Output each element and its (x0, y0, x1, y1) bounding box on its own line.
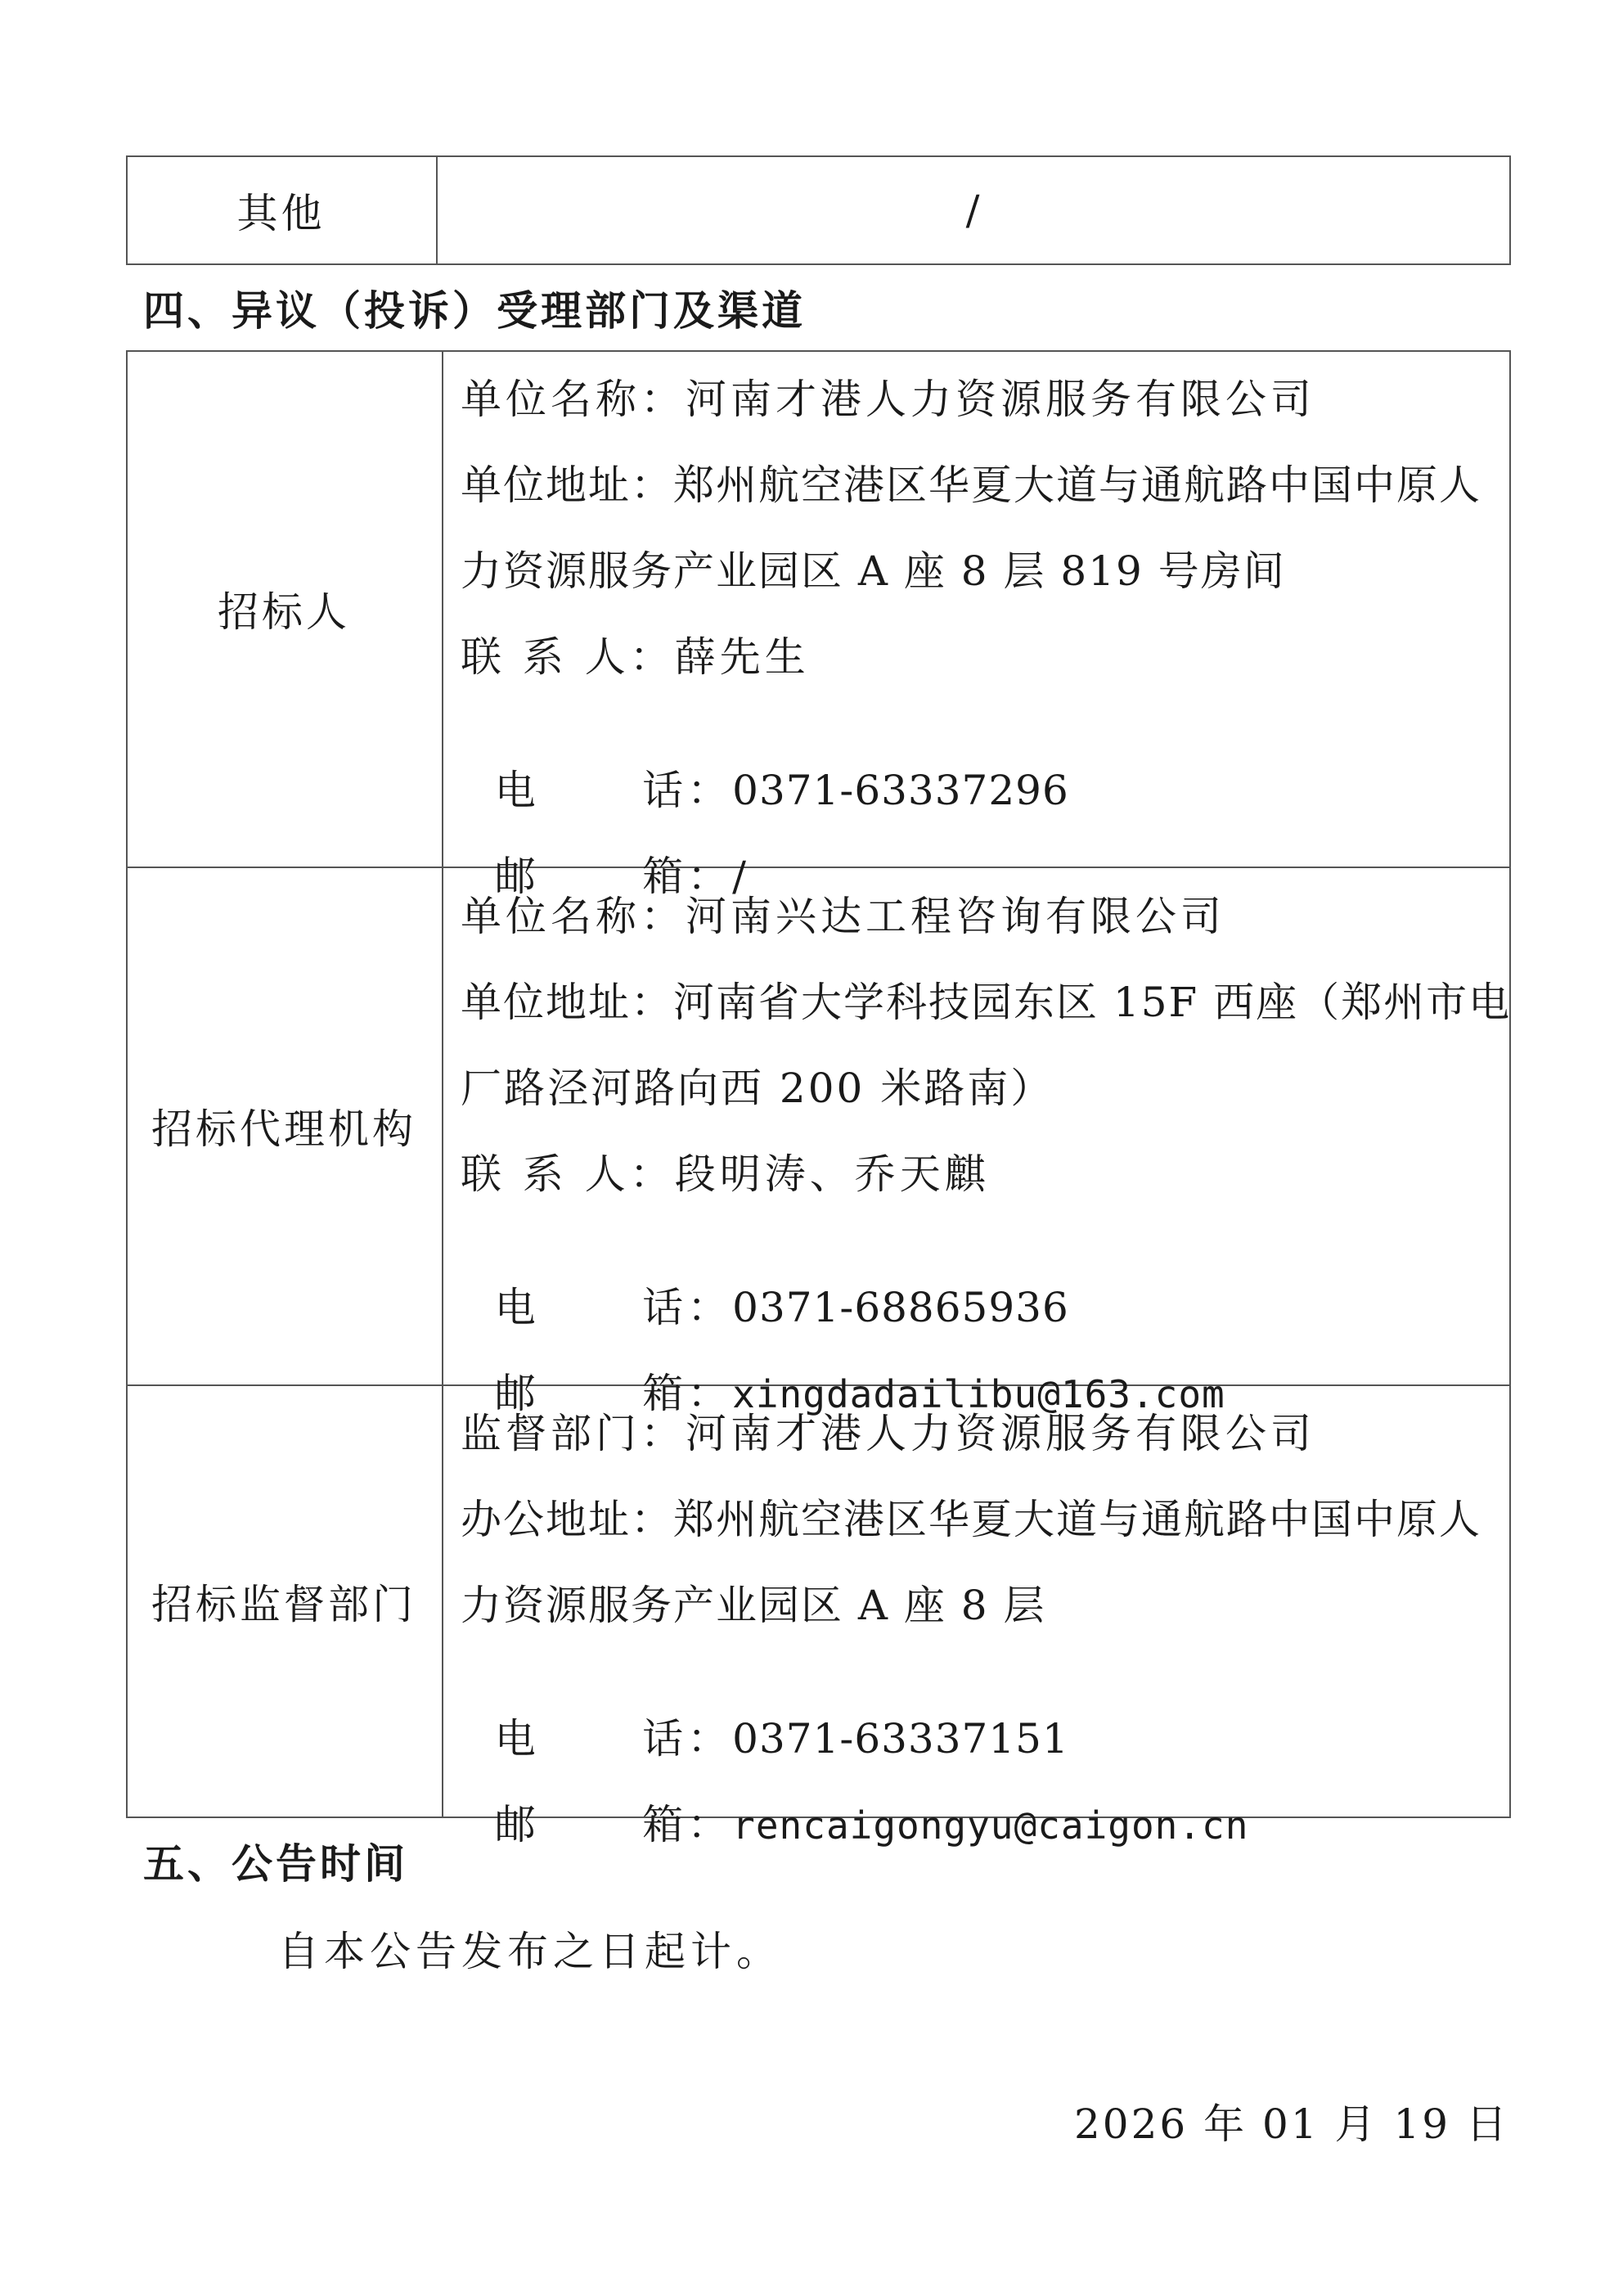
line-key: 联 系 人： (461, 633, 675, 681)
agency-line (461, 884, 1225, 943)
agency-label: 招标代理机构 (151, 1105, 416, 1153)
line-value: 厂路泾河路向西 200 米路南） (461, 1065, 1054, 1112)
line-value: / (732, 853, 751, 900)
line-value: 郑州航空港区华夏大道与通航路中国中原人 (673, 1496, 1481, 1543)
line-value: 河南才港人力资源服务有限公司 (686, 1410, 1315, 1457)
line-value: 力资源服务产业园区 A 座 8 层 819 号房间 (461, 547, 1286, 595)
line-value: rencaigongyu@caigon.cn (732, 1803, 1249, 1848)
line-key: 电 话： (494, 1284, 733, 1331)
section5-body: 自本公告发布之日起计。 (278, 1928, 782, 1975)
tenderer-line (461, 624, 810, 683)
line-key: 单位地址： (461, 979, 673, 1026)
line-value: 河南省大学科技园东区 15F 西座（郑州市电 (673, 979, 1512, 1026)
line-key: 邮 箱： (494, 853, 733, 900)
tenderer-label: 招标人 (218, 588, 350, 636)
line-value: 0371-68865936 (732, 1284, 1069, 1331)
line-key: 联 系 人： (461, 1150, 675, 1198)
agency-line (461, 1056, 1054, 1114)
line-key: 电 话： (494, 1715, 733, 1763)
tenderer-line (461, 452, 1481, 511)
supervisor-line (461, 1573, 1046, 1632)
line-value: 力资源服务产业园区 A 座 8 层 (461, 1582, 1046, 1629)
line-key: 单位名称： (461, 893, 686, 940)
contacts-table-divider (442, 350, 443, 1818)
line-value: 段明涛、乔天麒 (674, 1150, 990, 1198)
tenderer-line (461, 538, 1286, 597)
issue-date: 2026 年 01 月 19 日 (1074, 2100, 1509, 2148)
line-value: 0371-63337151 (732, 1715, 1069, 1763)
line-key: 办公地址： (461, 1496, 673, 1543)
line-value: 河南才港人力资源服务有限公司 (686, 376, 1315, 423)
agency-line (461, 970, 1511, 1029)
line-value: 郑州航空港区华夏大道与通航路中国中原人 (673, 461, 1481, 509)
line-key: 单位地址： (461, 461, 673, 509)
line-value: 薛先生 (674, 633, 810, 681)
supervisor-line (461, 1745, 1248, 1851)
agency-line (461, 1141, 990, 1200)
supervisor-label: 招标监督部门 (151, 1581, 416, 1628)
other-row-value: / (965, 187, 983, 234)
line-key: 邮 箱： (494, 1801, 733, 1848)
line-key: 监督部门： (461, 1410, 686, 1457)
other-row-label: 其他 (236, 190, 326, 237)
line-value: 河南兴达工程咨询有限公司 (686, 893, 1225, 940)
line-key: 邮 箱： (494, 1370, 733, 1417)
supervisor-line (461, 1401, 1315, 1460)
line-value: 0371-63337296 (732, 767, 1069, 814)
tenderer-line (461, 367, 1315, 425)
section4-heading: 四、异议（投诉）受理部门及渠道 (143, 286, 806, 335)
section5-heading: 五、公告时间 (143, 1839, 408, 1888)
line-key: 单位名称： (461, 376, 686, 423)
line-key: 电 话： (494, 767, 733, 814)
supervisor-line (461, 1487, 1481, 1546)
line-value: xingdadailibu@163.com (732, 1372, 1225, 1416)
